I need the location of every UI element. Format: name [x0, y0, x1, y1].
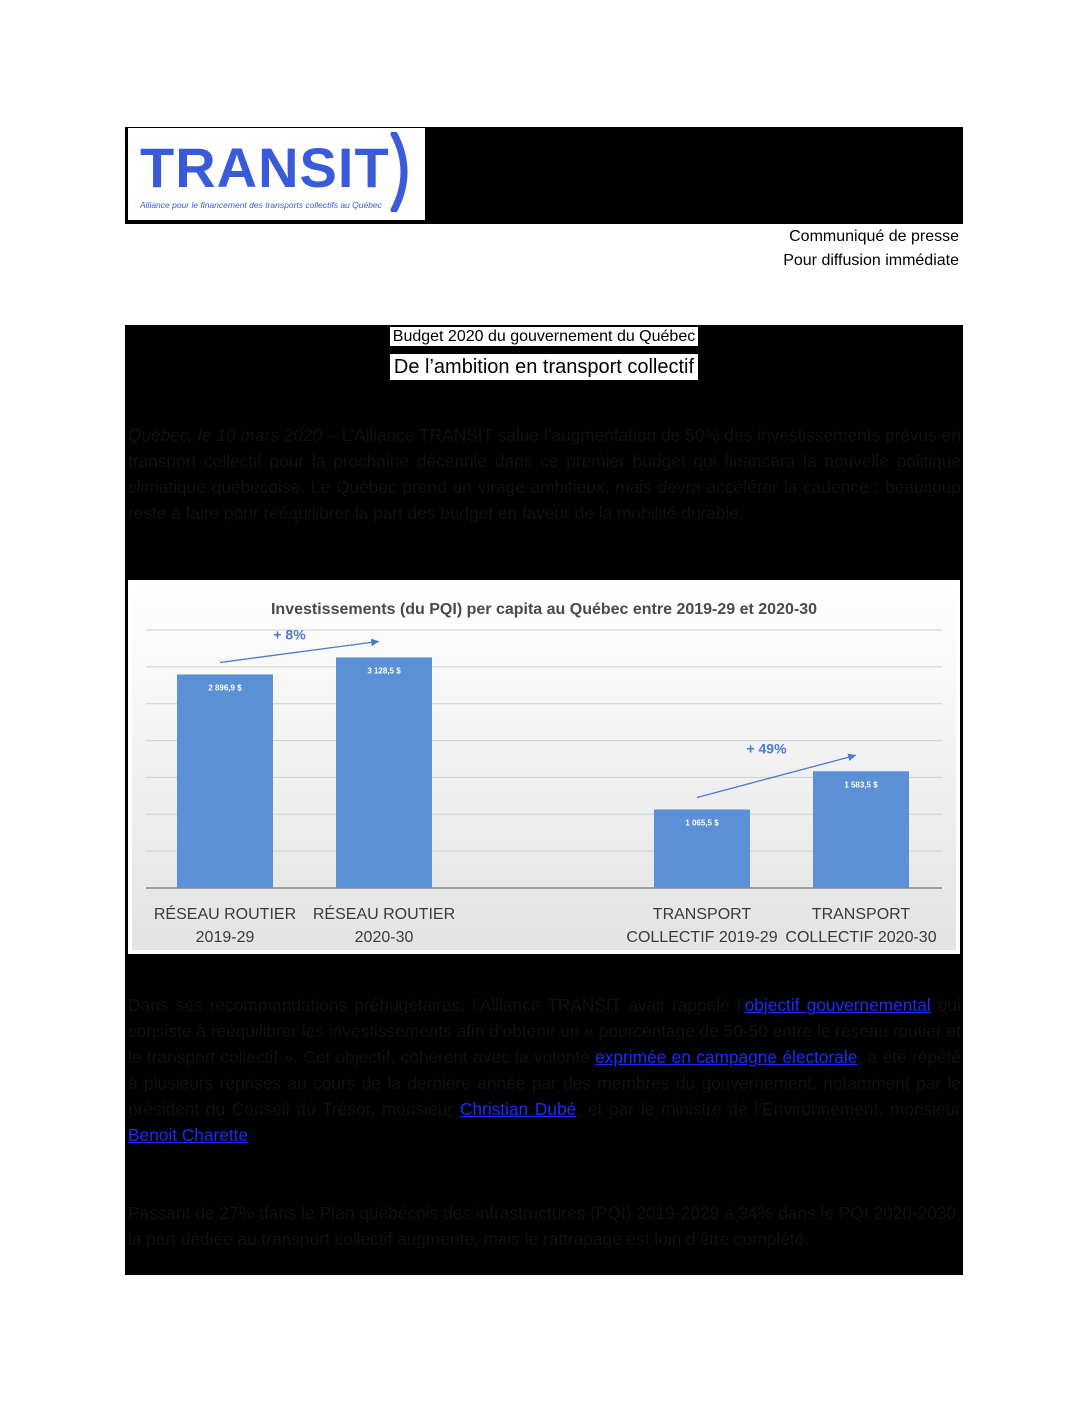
investment-chart — [128, 580, 960, 954]
link-benoit-charette[interactable]: Benoit Charette — [128, 1125, 249, 1145]
pqi-paragraph: Passant de 27% dans le Plan québécois des infrastructures (PQI) 2019-2029 à 34% dans le PQI 2020-2030, la part dédiée au transport collectif augmente, mais le rattrapage est loin d’être complété. — [128, 1203, 961, 1249]
category-label: RÉSEAU ROUTIER — [153, 906, 297, 923]
link-christian-dube[interactable]: Christian Dubé — [459, 1099, 577, 1119]
p2-text-b: qui consiste à rééquilibrer les investissements afin d’obtenir un « pourcentage de 50-50 entre le réseau routier et le transport collectif ». Cet objectif, cohérent avec la volonté — [128, 995, 961, 1067]
press-release-label: Communiqué de presse — [789, 228, 959, 245]
p2-text-c: , a été répété à plusieurs reprises au cours de la dernière année par des membres du gouvernement, notamment par le président du Conseil du Trésor, monsieur — [128, 1047, 962, 1119]
logo-wordmark: TRANSIT — [140, 136, 390, 199]
bar-value-label: 2 896,9 $ — [208, 683, 242, 693]
bar-2 — [336, 657, 432, 888]
bar-value-label: 1 583,5 $ — [844, 780, 878, 790]
article-title — [0, 356, 1088, 379]
bar-value-label: 3 128,5 $ — [367, 666, 401, 676]
logo-tagline: Alliance pour le financement des transports collectifs au Québec — [140, 200, 382, 210]
dateline: Québec, le 10 mars 2020 — [128, 425, 323, 445]
chevron-right-icon — [390, 132, 418, 212]
kicker-text: Budget 2020 du gouvernement du Québec — [390, 327, 698, 346]
category-label: COLLECTIF 2019-29 — [626, 929, 778, 946]
release-timing-label: Pour diffusion immédiate — [783, 252, 959, 269]
p2-text-d: , et par le ministre de l’Environnement, monsieur — [576, 1099, 961, 1119]
chart-background — [132, 584, 956, 950]
category-label: COLLECTIF 2020-30 — [785, 929, 937, 946]
link-campagne-electorale[interactable]: exprimée en campagne électorale — [595, 1047, 858, 1067]
bar-value-label: 1 065,5 $ — [685, 818, 719, 828]
bar-1 — [177, 674, 273, 888]
growth-label: + 8% — [273, 626, 306, 643]
link-objectif-gouvernemental[interactable]: objectif gouvernemental — [744, 995, 931, 1015]
chart-svg — [132, 584, 956, 950]
chart-title: Investissements (du PQI) per capita au Québec entre 2019-29 et 2020-30 — [270, 601, 818, 618]
intro-paragraph — [128, 422, 961, 526]
category-label: TRANSPORT — [811, 906, 911, 923]
article-kicker — [0, 328, 1088, 346]
recommendations-paragraph — [128, 992, 961, 1148]
intro-text: – L’Alliance TRANSIT salue l’augmentation de 50% des investissements prévus en transport collectif pour la prochaine décennie dans ce premier budget qui financera la nouvelle politique climatique québécoise. Le Québec prend un virage ambitieux, mais devra accélérer la cadence : beaucoup reste à faire pour rééquilibrer la part des budget en faveur de la mobilité durable. — [128, 425, 961, 523]
category-label: 2020-30 — [354, 929, 414, 946]
p2-text-a: Dans ses recommandations prébugétaires, l’Alliance TRANSIT avait rappelé l’ — [128, 995, 745, 1015]
category-label: RÉSEAU ROUTIER — [312, 906, 456, 923]
category-label: 2019-29 — [195, 929, 255, 946]
transit-logo — [128, 128, 425, 220]
p2-text-e: . — [248, 1125, 253, 1145]
growth-label: + 49% — [746, 740, 787, 757]
title-text: De l’ambition en transport collectif — [390, 354, 698, 380]
category-label: TRANSPORT — [652, 906, 752, 923]
